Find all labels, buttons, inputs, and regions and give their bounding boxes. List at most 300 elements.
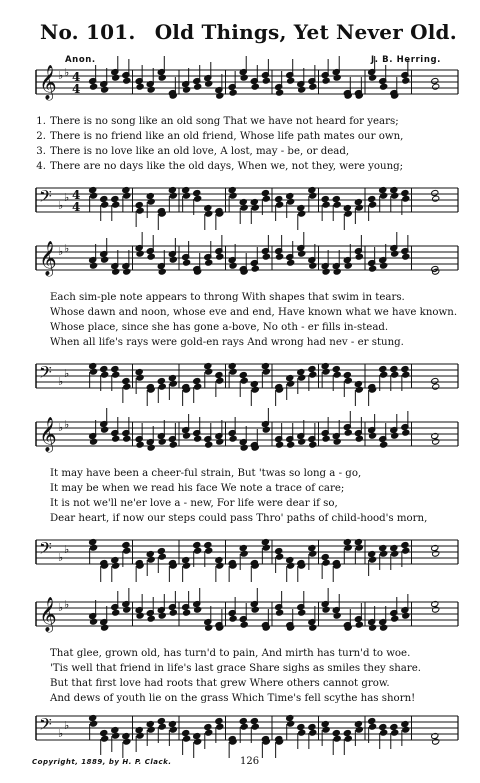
note-head xyxy=(343,729,351,736)
note-head xyxy=(402,77,410,84)
note-head xyxy=(183,192,191,199)
note-head xyxy=(204,541,212,548)
lyric-line: 2. There is no friend like an old friend, Whose life path mates our own, xyxy=(36,131,404,142)
lyric-line: It may be when we read his face We note a trace of care; xyxy=(50,483,345,494)
note-head xyxy=(101,371,109,378)
note-head xyxy=(183,259,191,266)
lyric-line: 4. There are no days like the old days, When we, not they, were young; xyxy=(36,161,404,172)
note-head xyxy=(321,195,329,202)
note-head xyxy=(276,201,284,208)
note-head xyxy=(275,547,283,554)
note-head xyxy=(369,556,377,563)
note-head xyxy=(204,723,212,730)
note-head xyxy=(380,192,388,199)
flat-icon: ♭ xyxy=(58,421,64,434)
flat-icon: ♭ xyxy=(64,242,70,255)
note-head xyxy=(136,612,144,619)
note-head xyxy=(333,201,341,208)
lyric-line: It may have been a cheer-ful strain, But 'twas so long a - go, xyxy=(50,468,362,479)
treble-clef-icon: 𝄞 xyxy=(39,417,57,452)
note-head xyxy=(240,621,248,628)
note-head xyxy=(402,547,410,554)
note-head xyxy=(333,268,341,275)
note-head xyxy=(112,268,120,275)
note-head xyxy=(391,250,399,257)
note-head xyxy=(401,365,409,372)
note-head xyxy=(368,717,376,724)
note-head xyxy=(123,383,131,390)
note-head xyxy=(391,432,399,439)
note-head xyxy=(391,615,399,622)
note-head xyxy=(262,368,270,375)
note-head xyxy=(147,86,155,93)
note-head xyxy=(251,606,259,613)
note-head xyxy=(240,723,248,730)
note-head xyxy=(147,444,155,451)
note-head xyxy=(147,556,155,563)
note-head xyxy=(251,723,259,730)
note-head xyxy=(229,192,237,199)
note-head xyxy=(239,371,247,378)
note-head xyxy=(101,86,109,93)
flat-icon: ♭ xyxy=(64,367,70,380)
note-head xyxy=(276,89,284,96)
note-head xyxy=(432,383,440,390)
flat-icon: ♭ xyxy=(64,543,70,556)
note-head xyxy=(101,426,109,433)
lyric-line: It is not we'll ne'er love a - new, For life were dear if so, xyxy=(50,498,338,509)
note-head xyxy=(112,732,120,739)
note-head xyxy=(158,723,166,730)
flat-icon: ♭ xyxy=(64,598,70,611)
note-head xyxy=(369,74,377,81)
note-head xyxy=(216,562,224,569)
note-head xyxy=(380,624,388,631)
note-head xyxy=(432,195,440,202)
note-head xyxy=(402,612,410,619)
note-head xyxy=(123,268,131,275)
flat-icon: ♭ xyxy=(58,199,64,212)
note-head xyxy=(332,195,340,202)
note-head xyxy=(276,441,284,448)
note-head xyxy=(251,386,259,393)
note-head xyxy=(262,253,270,260)
note-head xyxy=(322,726,330,733)
note-head xyxy=(240,74,248,81)
treble-staff-4 xyxy=(0,594,480,644)
note-head xyxy=(369,201,377,208)
note-head xyxy=(322,606,330,613)
note-head xyxy=(123,738,131,745)
note-head xyxy=(90,192,98,199)
note-head xyxy=(205,80,213,87)
note-head xyxy=(355,386,363,393)
note-head xyxy=(402,726,410,733)
treble-staff-3 xyxy=(0,414,480,464)
note-head xyxy=(402,429,410,436)
note-head xyxy=(309,83,317,90)
note-head xyxy=(169,726,177,733)
note-head xyxy=(309,624,317,631)
treble-clef-icon: 𝄞 xyxy=(39,597,57,632)
lyric-line: Dear heart, if now our steps could pass Thro' paths of child-hood's morn, xyxy=(50,513,428,524)
note-head xyxy=(391,729,399,736)
note-head xyxy=(355,204,363,211)
note-head xyxy=(380,262,388,269)
note-head xyxy=(251,204,259,211)
note-head xyxy=(112,371,120,378)
bass-staff-3 xyxy=(0,532,480,582)
note-head xyxy=(287,259,295,266)
note-head xyxy=(380,729,388,736)
note-head xyxy=(298,86,306,93)
note-head xyxy=(369,432,377,439)
note-head xyxy=(112,74,120,81)
note-head xyxy=(262,544,270,551)
note-head xyxy=(90,438,98,445)
note-head xyxy=(431,377,439,384)
note-head xyxy=(157,377,165,384)
note-head xyxy=(122,541,130,548)
note-head xyxy=(229,615,237,622)
time-signature: 4 xyxy=(72,70,81,84)
note-head xyxy=(101,256,109,263)
note-head xyxy=(309,441,317,448)
note-head xyxy=(298,438,306,445)
note-head xyxy=(158,612,166,619)
note-head xyxy=(123,547,131,554)
note-head xyxy=(369,624,377,631)
note-head xyxy=(182,729,190,736)
note-head xyxy=(333,371,341,378)
note-head xyxy=(194,435,202,442)
note-head xyxy=(122,377,130,384)
note-head xyxy=(322,77,330,84)
flat-icon: ♭ xyxy=(64,719,70,732)
note-head xyxy=(100,365,108,372)
note-head xyxy=(298,374,306,381)
note-head xyxy=(111,365,119,372)
note-head xyxy=(390,723,398,730)
lyric-line: But that first love had roots that grew Where others cannot grow. xyxy=(50,678,390,689)
note-head xyxy=(193,377,201,384)
note-head xyxy=(147,253,155,260)
bass-clef-icon: 𝄢 xyxy=(39,538,52,562)
flat-icon: ♭ xyxy=(64,66,70,79)
note-head xyxy=(431,77,439,84)
note-head xyxy=(112,609,120,616)
note-head xyxy=(344,429,352,436)
note-head xyxy=(136,441,144,448)
treble-staff-1 xyxy=(0,62,480,112)
note-head xyxy=(380,550,388,557)
note-head xyxy=(193,189,201,196)
note-head xyxy=(157,547,165,554)
note-head xyxy=(332,365,340,372)
note-head xyxy=(308,365,316,372)
flat-icon: ♭ xyxy=(58,245,64,258)
note-head xyxy=(391,192,399,199)
note-head xyxy=(183,609,191,616)
treble-staff-2 xyxy=(0,238,480,288)
note-head xyxy=(368,195,376,202)
note-head xyxy=(276,609,284,616)
note-head xyxy=(183,562,191,569)
note-head xyxy=(287,562,295,569)
note-head xyxy=(135,201,143,208)
note-head xyxy=(169,609,177,616)
flat-icon: ♭ xyxy=(64,191,70,204)
note-head xyxy=(298,210,306,217)
note-head xyxy=(240,550,248,557)
note-head xyxy=(240,377,248,384)
bass-staff-1 xyxy=(0,180,480,230)
note-head xyxy=(229,262,237,269)
note-head xyxy=(309,729,317,736)
note-head xyxy=(158,74,166,81)
note-head xyxy=(239,717,247,724)
note-head xyxy=(183,735,191,742)
note-head xyxy=(205,210,213,217)
note-head xyxy=(90,720,98,727)
note-head xyxy=(298,250,306,257)
note-head xyxy=(101,201,109,208)
note-head xyxy=(332,729,340,736)
note-head xyxy=(216,438,224,445)
note-head xyxy=(262,77,270,84)
note-head xyxy=(251,83,259,90)
note-head xyxy=(123,192,131,199)
note-head xyxy=(309,192,317,199)
lyric-line: Whose dawn and noon, whose eve and end, Have known what we have known. xyxy=(50,307,458,318)
note-head xyxy=(276,553,284,560)
note-head xyxy=(205,729,213,736)
note-head xyxy=(287,441,295,448)
note-head xyxy=(157,717,165,724)
note-head xyxy=(287,77,295,84)
note-head xyxy=(205,259,213,266)
flat-icon: ♭ xyxy=(58,375,64,388)
words-credit: Anon. xyxy=(65,55,96,65)
note-head xyxy=(250,717,258,724)
note-head xyxy=(275,195,283,202)
note-head xyxy=(432,438,440,445)
note-head xyxy=(369,265,377,272)
note-head xyxy=(333,612,341,619)
note-head xyxy=(229,435,237,442)
note-head xyxy=(401,189,409,196)
note-head xyxy=(390,365,398,372)
note-head xyxy=(240,204,248,211)
note-head xyxy=(322,368,330,375)
note-head xyxy=(322,201,330,208)
note-head xyxy=(344,262,352,269)
note-head xyxy=(261,189,269,196)
note-head xyxy=(194,383,202,390)
note-head xyxy=(380,441,388,448)
note-head xyxy=(136,250,144,257)
note-head xyxy=(100,195,108,202)
note-head xyxy=(215,371,223,378)
note-head xyxy=(112,562,120,569)
note-head xyxy=(391,371,399,378)
note-head xyxy=(355,253,363,260)
note-head xyxy=(287,380,295,387)
note-head xyxy=(309,550,317,557)
lyric-line: Whose place, since she has gone a-bove, No oth - er fills in-stead. xyxy=(50,322,389,333)
note-head xyxy=(380,83,388,90)
flat-icon: ♭ xyxy=(58,551,64,564)
note-head xyxy=(355,544,363,551)
note-head xyxy=(136,83,144,90)
note-head xyxy=(333,74,341,81)
note-head xyxy=(432,550,440,557)
treble-clef-icon: 𝄞 xyxy=(39,65,57,100)
music-credit: J. B. Herring. xyxy=(371,55,441,65)
bass-clef-icon: 𝄢 xyxy=(39,186,52,210)
treble-clef-icon: 𝄞 xyxy=(39,241,57,276)
note-head xyxy=(297,723,305,730)
note-head xyxy=(169,192,177,199)
note-head xyxy=(205,547,213,554)
note-head xyxy=(229,89,237,96)
lyric-line: When all life's rays were gold-en rays And wrong had nev - er stung. xyxy=(50,337,404,348)
note-head xyxy=(90,618,98,625)
lyrics-block-4 xyxy=(30,646,470,706)
note-head xyxy=(369,723,377,730)
note-head xyxy=(112,201,120,208)
bass-staff-4 xyxy=(0,708,480,756)
note-head xyxy=(169,256,177,263)
note-head xyxy=(333,438,341,445)
copyright-notice: Copyright, 1889, by H. P. Clack. xyxy=(32,758,172,766)
note-head xyxy=(343,371,351,378)
lyrics-block-1 xyxy=(30,114,470,174)
bass-clef-icon: 𝄢 xyxy=(39,362,52,386)
note-head xyxy=(123,606,131,613)
note-head xyxy=(90,368,98,375)
note-head xyxy=(183,432,191,439)
note-head xyxy=(169,441,177,448)
note-head xyxy=(432,83,440,90)
note-head xyxy=(344,735,352,742)
note-head xyxy=(298,729,306,736)
note-head xyxy=(402,195,410,202)
time-signature: 4 xyxy=(72,200,81,214)
note-head xyxy=(287,198,295,205)
note-head xyxy=(90,544,98,551)
lyric-line: Each sim-ple note appears to throng With shapes that swim in tears. xyxy=(50,292,405,303)
note-head xyxy=(136,732,144,739)
flat-icon: ♭ xyxy=(58,69,64,82)
note-head xyxy=(216,723,224,730)
note-head xyxy=(194,606,202,613)
note-head xyxy=(262,426,270,433)
note-head xyxy=(158,268,166,275)
note-head xyxy=(205,624,213,631)
lyrics-block-3 xyxy=(30,466,470,526)
flat-icon: ♭ xyxy=(58,601,64,614)
lyric-line: 'Tis well that friend in life's last grace Share sighs as smiles they share. xyxy=(50,663,422,674)
bass-clef-icon: 𝄢 xyxy=(39,714,52,738)
flat-icon: ♭ xyxy=(64,418,70,431)
note-head xyxy=(158,383,166,390)
note-head xyxy=(147,615,155,622)
lyric-line: That glee, grown old, has turn'd to pain, And mirth has turn'd to woe. xyxy=(50,648,411,659)
note-head xyxy=(194,547,202,554)
note-head xyxy=(194,195,202,202)
note-head xyxy=(287,720,295,727)
note-head xyxy=(379,723,387,730)
note-head xyxy=(380,371,388,378)
note-head xyxy=(147,726,155,733)
note-head xyxy=(333,735,341,742)
flat-icon: ♭ xyxy=(58,727,64,740)
note-head xyxy=(205,368,213,375)
bass-staff-2 xyxy=(0,356,480,406)
note-head xyxy=(158,553,166,560)
note-head xyxy=(216,92,224,99)
note-head xyxy=(308,723,316,730)
note-head xyxy=(379,365,387,372)
note-head xyxy=(355,726,363,733)
note-head xyxy=(344,377,352,384)
hymn-number: No. 101. xyxy=(40,20,136,44)
note-head xyxy=(431,189,439,196)
note-head xyxy=(90,83,98,90)
note-head xyxy=(402,371,410,378)
note-head xyxy=(205,441,213,448)
note-head xyxy=(298,609,306,616)
note-head xyxy=(432,738,440,745)
note-head xyxy=(276,253,284,260)
note-head xyxy=(322,559,330,566)
note-head xyxy=(194,738,202,745)
note-head xyxy=(432,606,440,613)
page-number: 126 xyxy=(240,756,260,767)
note-head xyxy=(344,544,352,551)
note-head xyxy=(322,268,330,275)
note-head xyxy=(215,717,223,724)
note-head xyxy=(229,368,237,375)
note-head xyxy=(158,438,166,445)
lyric-line: And dews of youth lie on the grass Which Time's fell scythe has shorn! xyxy=(50,693,416,704)
note-head xyxy=(240,444,248,451)
note-head xyxy=(391,550,399,557)
lyrics-block-2 xyxy=(30,290,470,350)
note-head xyxy=(123,77,131,84)
time-signature: 4 xyxy=(72,188,81,202)
hymn-title: Old Things, Yet Never Old. xyxy=(154,20,457,44)
note-head xyxy=(101,624,109,631)
note-head xyxy=(251,265,259,272)
note-head xyxy=(111,195,119,202)
note-head xyxy=(136,207,144,214)
note-head xyxy=(101,735,109,742)
note-head xyxy=(401,541,409,548)
note-head xyxy=(100,729,108,736)
note-head xyxy=(355,435,363,442)
note-head xyxy=(183,86,191,93)
note-head xyxy=(216,253,224,260)
lyric-line: 1. There is no song like an old song That we have not heard for years; xyxy=(36,116,399,127)
note-head xyxy=(169,380,177,387)
note-head xyxy=(90,262,98,269)
note-head xyxy=(309,262,317,269)
hymn-title-bar xyxy=(40,20,470,44)
note-head xyxy=(216,377,224,384)
note-head xyxy=(321,553,329,560)
